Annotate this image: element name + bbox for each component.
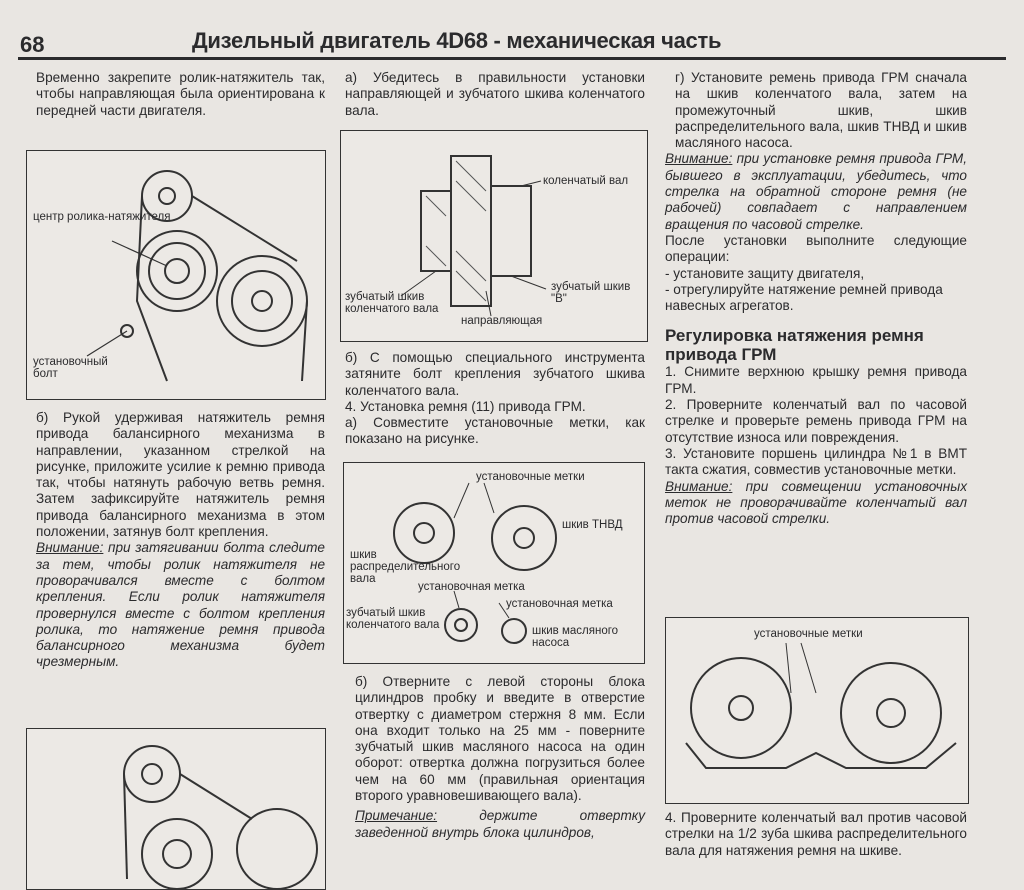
label-timing-mark-2: установочная метка <box>506 598 613 610</box>
label-camshaft-pulley: шкив распределительного вала <box>350 549 461 585</box>
label-sprocket-b: зубчатый шкив "B" <box>551 281 631 305</box>
col1-body <box>36 410 325 671</box>
col2-step-b: б) С помощью специального инструмента затяните болт крепления зубчатого шкива коленчатого вала. <box>345 350 645 398</box>
col2-note-label: Примечание: <box>355 808 438 824</box>
label-timing-marks-2: установочные метки <box>754 628 863 640</box>
figure-crank-sprocket <box>340 130 648 342</box>
label-timing-marks: установочные метки <box>476 471 585 483</box>
col3-top <box>665 70 967 527</box>
col3-note-label: Внимание: <box>665 151 733 167</box>
col3-note <box>665 151 967 232</box>
col3-note-text: при установке ремня привода ГРМ, бывшего в эксплуатации, убедитесь, что стрелка на обратной стороне ремня (не рабочей) совпадает с направлением вращения по часовой стрелке. <box>665 151 968 232</box>
label-mounting-bolt: установочный болт <box>33 356 108 380</box>
label-oil-pump-pulley: шкив масляного насоса <box>532 625 619 649</box>
page-title: Дизельный двигатель 4D68 - механическая часть <box>192 28 722 53</box>
label-timing-mark: установочная метка <box>418 581 525 593</box>
col1-intro-block <box>36 70 325 119</box>
col3-bottom <box>665 810 967 859</box>
col2-step-4a: а) Совместите установочные метки, как показано на рисунке. <box>345 415 645 447</box>
col2-step-b2: б) Отверните с левой стороны блока цилиндров пробку и введите в отверстие отвертку с диаметром стержня 8 мм. Если она входит только на 25 мм - поверните зубчатый шкив масляного насоса на один оборот: отвертка должна погрузиться более чем на 60 мм (правильная ориентация второго уравновешивающего вала). <box>355 674 645 804</box>
label-tnvd-pulley: шкив ТНВД <box>562 519 623 531</box>
col3-note2 <box>665 479 967 528</box>
col3-s3: 3. Установите поршень цилиндра №1 в ВМТ такта сжатия, совместив установочные метки. <box>665 445 967 478</box>
col2-step-4: 4. Установка ремня (11) привода ГРМ. <box>345 398 586 414</box>
col3-note2-text: при совмещении установочных меток не проворачивайте коленчатый вал против часовой стрелки. <box>665 478 967 527</box>
col2-step-a: а) Убедитесь в правильности установки направляющей и зубчатого шкива коленчатого вала. <box>345 70 645 118</box>
col1-step-b: б) Рукой удерживая натяжитель ремня привода балансирного механизма в направлении, указанном стрелкой на рисунке, приложите усилие к ремню привода так, чтобы натянуть рабочую ветвь ремня. Затем зафиксируйте натяжитель ремня привода балансирного механизма в этом положении, затянув болт крепления. <box>36 410 325 540</box>
col2-bottom <box>345 674 645 841</box>
label-crank-sprocket: зубчатый шкив коленчатого вала <box>345 291 439 315</box>
col2-note <box>345 808 645 841</box>
col3-item2: - отрегулируйте натяжение ремней привода навесных агрегатов. <box>665 281 943 314</box>
col3-after: После установки выполните следующие операции: <box>665 232 967 265</box>
figure-timing-belt-drive <box>26 728 326 890</box>
page-number: 68 <box>20 32 45 57</box>
timing-marks-2-diagram <box>666 618 968 803</box>
figure-timing-marks <box>343 462 645 664</box>
col2-note-text: держите отвертку заведенной внутрь блока цилиндров, <box>355 808 645 840</box>
col3-s2: 2. Проверните коленчатый вал по часовой стрелке и проверьте ремень привода ГРМ на отсутствие износа или повреждения. <box>665 397 967 445</box>
col1-intro: Временно закрепите ролик-натяжитель так, чтобы направляющая была ориентирована к передней части двигателя. <box>36 70 325 118</box>
label-tensioner-center: центр ролика-натяжителя <box>33 211 171 223</box>
col1-note-label: Внимание: <box>36 540 104 556</box>
col2-mid <box>345 350 645 448</box>
col3-step-g: г) Установите ремень привода ГРМ сначала на шкив коленчатого вала, затем на промежуточный шкив, шкив распределительного вала, шкив ТНВД и шкив масляного насоса. <box>675 70 967 151</box>
col3-note2-label: Внимание: <box>665 478 733 494</box>
col3-s4: 4. Проверните коленчатый вал против часовой стрелки на 1/2 зуба шкива распределительного вала для натяжения ремня на шкиве. <box>665 810 967 858</box>
header-rule <box>18 57 1006 60</box>
figure-tensioner <box>26 150 326 400</box>
col3-item1: - установите защиту двигателя, <box>665 265 865 281</box>
col1-note-text: при затягивании болта следите за тем, чтобы ролик натяжителя не проворачивался вместе с болтом крепления. Если ролик натяжителя провернулся вместе с болтом крепления ролика, то натяжение ремня привода балансирного механизма будет чрезмерным. <box>36 540 325 670</box>
col3-section-title: Регулировка натяжения ремня привода ГРМ <box>665 326 924 365</box>
col1-note <box>36 540 325 670</box>
figure-timing-marks-2 <box>665 617 969 804</box>
label-crankshaft: коленчатый вал <box>543 175 629 187</box>
col3-s1: 1. Снимите верхнюю крышку ремня привода ГРМ. <box>665 364 967 396</box>
timing-belt-diagram <box>27 729 325 889</box>
col2-step-a-block <box>345 70 645 119</box>
label-guide: направляющая <box>461 315 543 327</box>
label-crank-sprocket-2: зубчатый шкив коленчатого вала <box>346 607 440 631</box>
